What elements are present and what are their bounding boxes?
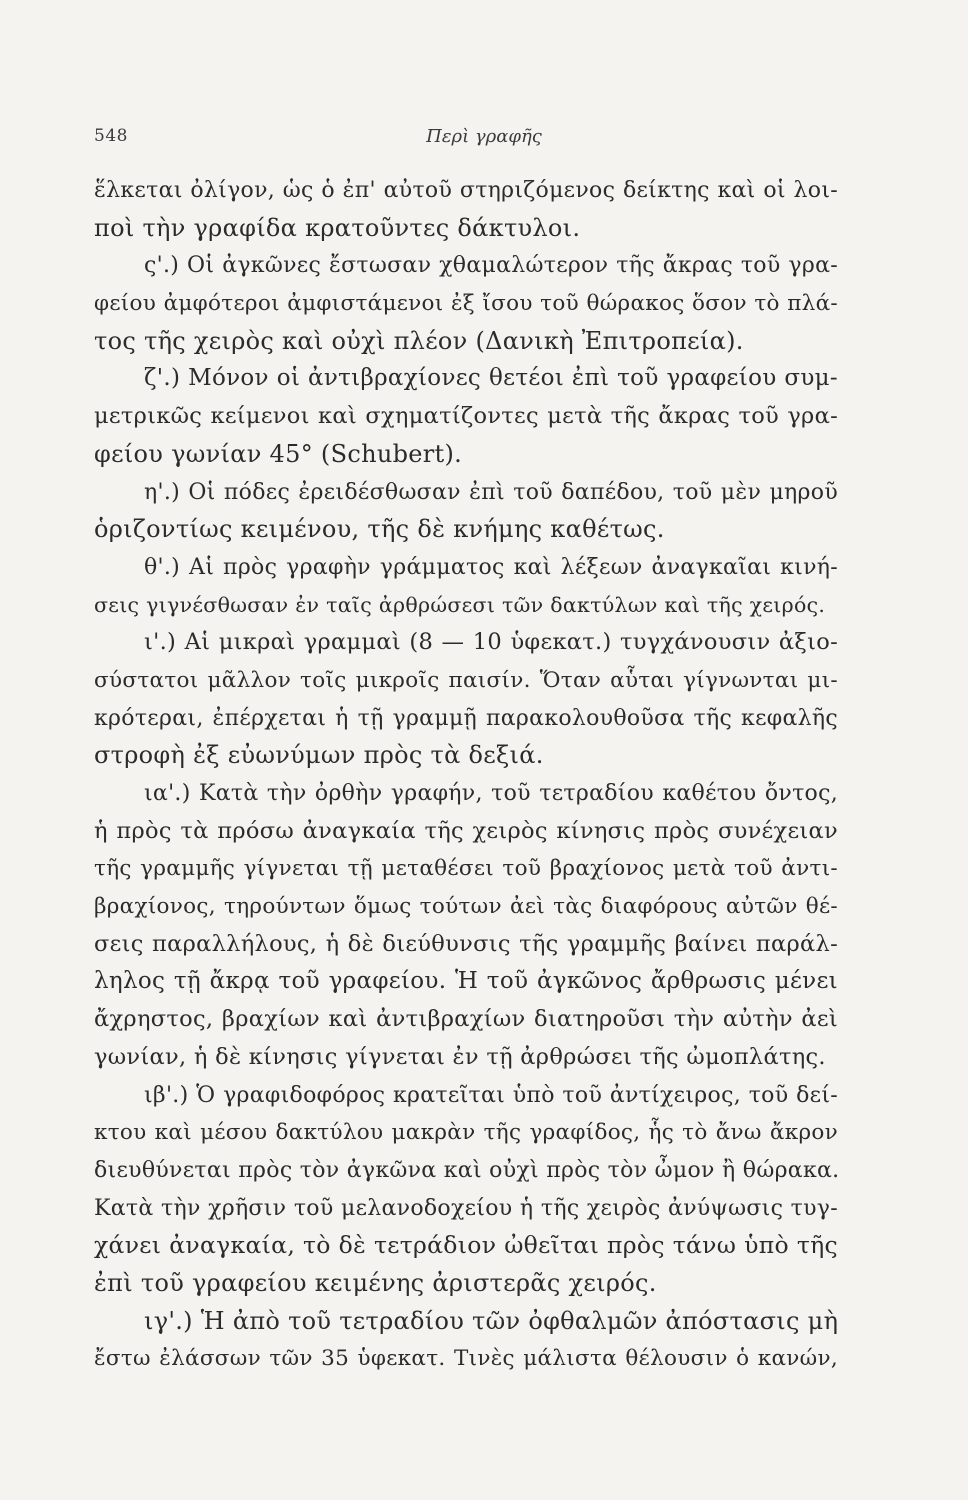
text-line: χάνει ἀναγκαία, τὸ δὲ τετράδιον ὠθεῖται πρὸς τάνω ὑπὸ τῆς [94, 1231, 838, 1260]
text-line: ι'.) Αἱ μικραὶ γραμμαὶ (8 — 10 ὑφεκατ.) τυγχάνουσιν ἀξιο- [144, 629, 838, 656]
text-line: τῆς γραμμῆς γίγνεται τῇ μεταθέσει τοῦ βραχίονος μετὰ τοῦ ἀντι- [94, 856, 838, 882]
text-line: μετρικῶς κείμενοι καὶ σχηματίζοντες μετὰ τῆς ἄκρας τοῦ γρα- [94, 403, 838, 430]
text-line: γωνίαν, ἡ δὲ κίνησις γίγνεται ἐν τῇ ἀρθρώσει τῆς ὠμοπλάτης. [94, 1043, 826, 1070]
text-line: κτου καὶ μέσου δακτύλου μακρὰν τῆς γραφίδος, ἧς τὸ ἄνω ἄκρον [94, 1120, 838, 1146]
text-line: ια'.) Κατὰ τὴν ὀρθὴν γραφήν, τοῦ τετραδίου καθέτου ὄντος, [144, 781, 838, 806]
text-line: ς'.) Οἱ ἀγκῶνες ἔστωσαν χθαμαλώτερον τῆς ἄκρας τοῦ γρα- [144, 253, 838, 279]
body-text [94, 172, 838, 1378]
text-line: ὁριζοντίως κειμένου, τῆς δὲ κνήμης καθέτως. [94, 515, 665, 544]
text-line: στροφὴ ἐξ εὐωνύμων πρὸς τὰ δεξιά. [94, 741, 544, 770]
page-number: 548 [94, 126, 128, 146]
text-line: η'.) Οἱ πόδες ἐρειδέσθωσαν ἐπὶ τοῦ δαπέδου, τοῦ μὲν μηροῦ [144, 479, 838, 505]
text-line: σεις παραλλήλους, ἡ δὲ διεύθυνσις τῆς γραμμῆς βαίνει παράλ- [94, 930, 838, 957]
text-line: ἄχρηστος, βραχίων καὶ ἀντιβραχίων διατηροῦσι τὴν αὐτὴν ἀεὶ [94, 1006, 838, 1033]
text-line: ιγ'.) Ἡ ἀπὸ τοῦ τετραδίου τῶν ὀφθαλμῶν ἀπόστασις μὴ [144, 1306, 839, 1335]
text-line: διευθύνεται πρὸς τὸν ἀγκῶνα καὶ οὐχὶ πρὸς τὸν ὦμον ἢ θώρακα. [94, 1157, 840, 1183]
text-line: ζ'.) Μόνον οἱ ἀντιβραχίονες θετέοι ἐπὶ τοῦ γραφείου συμ- [144, 365, 838, 392]
text-line: ἡ πρὸς τὰ πρόσω ἀναγκαία τῆς χειρὸς κίνησις πρὸς συνέχειαν [94, 817, 838, 844]
text-line: βραχίονος, τηρούντων ὅμως τούτων ἀεὶ τὰς διαφόρους αὐτῶν θέ- [94, 894, 838, 920]
text-line: ληλος τῇ ἄκρᾳ τοῦ γραφείου. Ἡ τοῦ ἀγκῶνος ἄρθρωσις μένει [94, 968, 838, 995]
text-line: σεις γιγνέσθωσαν ἐν ταῖς ἀρθρώσεσι τῶν δακτύλων καὶ τῆς χειρός. [94, 592, 826, 617]
text-line: τος τῆς χειρὸς καὶ οὐχὶ πλέον (Δανικὴ Ἐπιτροπεία). [94, 326, 744, 355]
running-title: Περὶ γραφῆς [426, 126, 542, 147]
text-line: ἕλκεται ὀλίγον, ὡς ὁ ἐπ' αὐτοῦ στηριζόμενος δείκτης καὶ οἱ λοι- [94, 178, 838, 203]
text-line: θ'.) Αἱ πρὸς γραφὴν γράμματος καὶ λέξεων ἀναγκαῖαι κινή- [144, 554, 838, 580]
text-line: ἐπὶ τοῦ γραφείου κειμένης ἀριστερᾶς χειρός. [94, 1268, 657, 1297]
text-line: ἔστω ἐλάσσων τῶν 35 ὑφεκατ. Τινὲς μάλιστα θέλουσιν ὁ κανών, [94, 1346, 838, 1372]
text-line: κρότεραι, ἐπέρχεται ἡ τῇ γραμμῇ παρακολουθοῦσα τῆς κεφαλῆς [94, 705, 838, 731]
text-line: φείου ἀμφότεροι ἀμφιστάμενοι ἐξ ἴσου τοῦ θώρακος ὅσον τὸ πλά- [94, 291, 838, 317]
text-line: σύστατοι μᾶλλον τοῖς μικροῖς παισίν. Ὅταν αὗται γίγνωνται μι- [94, 667, 838, 693]
text-line: φείου γωνίαν 45° (Schubert). [94, 439, 463, 468]
text-line: Κατὰ τὴν χρῆσιν τοῦ μελανοδοχείου ἡ τῆς χειρὸς ἀνύψωσις τυγ- [94, 1195, 838, 1221]
text-line: ποὶ τὴν γραφίδα κρατοῦντες δάκτυλοι. [94, 213, 581, 242]
text-line: ιβ'.) Ὁ γραφιδοφόρος κρατεῖται ὑπὸ τοῦ ἀντίχειρος, τοῦ δεί- [144, 1082, 838, 1108]
